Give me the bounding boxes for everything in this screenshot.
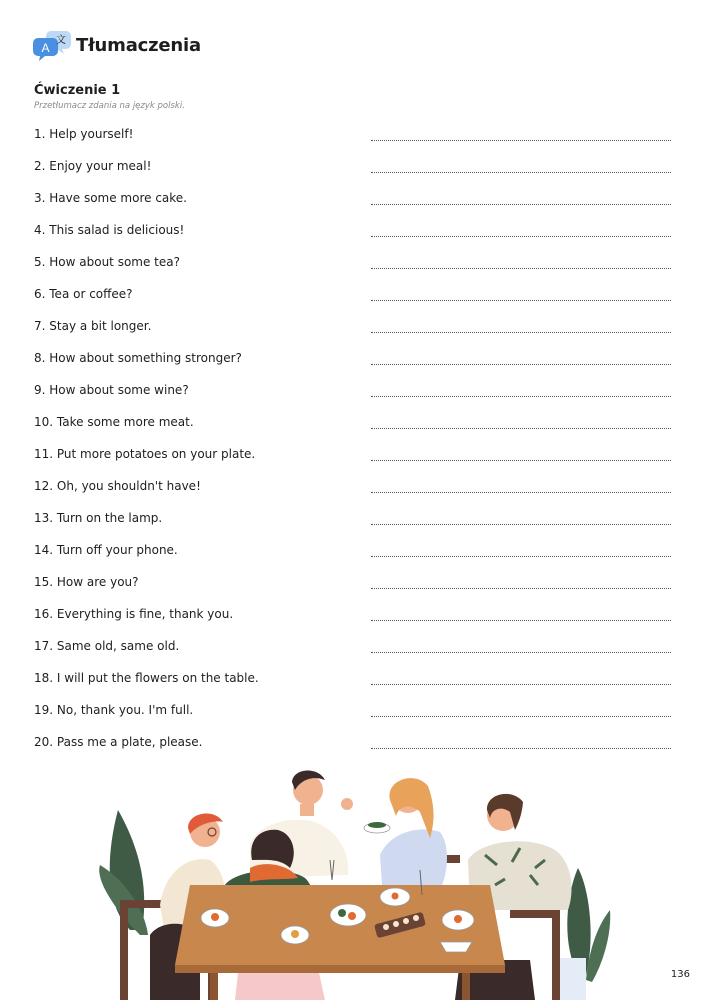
exercise-item: [34, 700, 672, 732]
answer-line[interactable]: [371, 300, 671, 301]
exercise-item-text: 16. Everything is fine, thank you.: [34, 607, 234, 621]
exercise-item-text: 14. Turn off your phone.: [34, 543, 178, 557]
exercise-item-text: 1. Help yourself!: [34, 127, 134, 141]
exercise-item-text: 7. Stay a bit longer.: [34, 319, 152, 333]
exercise-item: [34, 636, 672, 668]
exercise-item: [34, 188, 672, 220]
logo-letter-b: 文: [56, 35, 66, 46]
exercise-item: [34, 380, 672, 412]
answer-line[interactable]: [371, 716, 671, 717]
exercise-item-text: 2. Enjoy your meal!: [34, 159, 152, 173]
answer-line[interactable]: [371, 748, 671, 749]
exercise-item: [34, 156, 672, 188]
exercise-item-text: 6. Tea or coffee?: [34, 287, 133, 301]
page-header: [32, 28, 201, 62]
exercise-item: [34, 412, 672, 444]
answer-line[interactable]: [371, 524, 671, 525]
exercise-item: [34, 476, 672, 508]
exercise-item-text: 13. Turn on the lamp.: [34, 511, 163, 525]
answer-line[interactable]: [371, 268, 671, 269]
answer-line[interactable]: [371, 588, 671, 589]
exercise-item: [34, 316, 672, 348]
exercise-item: [34, 284, 672, 316]
answer-line[interactable]: [371, 204, 671, 205]
answer-line[interactable]: [371, 396, 671, 397]
exercise-item-text: 11. Put more potatoes on your plate.: [34, 447, 256, 461]
exercise-item-text: 8. How about something stronger?: [34, 351, 242, 365]
page-title: Tłumaczenia: [76, 34, 201, 56]
exercise-item: [34, 604, 672, 636]
exercise-item-text: 17. Same old, same old.: [34, 639, 180, 653]
exercise-item-text: 10. Take some more meat.: [34, 415, 194, 429]
exercise-item-text: 18. I will put the flowers on the table.: [34, 671, 259, 685]
answer-line[interactable]: [371, 428, 671, 429]
answer-line[interactable]: [371, 556, 671, 557]
answer-line[interactable]: [371, 460, 671, 461]
answer-line[interactable]: [371, 652, 671, 653]
answer-line[interactable]: [371, 140, 671, 141]
translate-bubbles-icon: [32, 28, 72, 62]
exercise-item: [34, 444, 672, 476]
exercise-item-text: 3. Have some more cake.: [34, 191, 187, 205]
answer-line[interactable]: [371, 620, 671, 621]
exercise-item: [34, 508, 672, 540]
answer-line[interactable]: [371, 684, 671, 685]
exercise-item: [34, 348, 672, 380]
exercise-item: [34, 572, 672, 604]
logo-letter-a: A: [41, 41, 50, 55]
exercise-item-text: 15. How are you?: [34, 575, 139, 589]
answer-line[interactable]: [371, 492, 671, 493]
exercise-item: [34, 540, 672, 572]
exercise-item: [34, 668, 672, 700]
exercise-item-text: 20. Pass me a plate, please.: [34, 735, 203, 749]
exercise-item-text: 12. Oh, you shouldn't have!: [34, 479, 201, 493]
exercise-list: [34, 124, 672, 764]
answer-line[interactable]: [371, 364, 671, 365]
answer-line[interactable]: [371, 332, 671, 333]
exercise-item-text: 4. This salad is delicious!: [34, 223, 185, 237]
exercise-item-text: 19. No, thank you. I'm full.: [34, 703, 194, 717]
page-number: 136: [670, 969, 690, 980]
exercise-item-text: 9. How about some wine?: [34, 383, 189, 397]
friends-dinner-table-illustration: [90, 760, 620, 1000]
answer-line[interactable]: [371, 172, 671, 173]
exercise-item: [34, 124, 672, 156]
exercise-item: [34, 220, 672, 252]
exercise-item-text: 5. How about some tea?: [34, 255, 180, 269]
exercise-item: [34, 252, 672, 284]
exercise-instruction: Przetłumacz zdania na język polski.: [34, 101, 185, 111]
exercise-title: Ćwiczenie 1: [34, 83, 121, 98]
answer-line[interactable]: [371, 236, 671, 237]
